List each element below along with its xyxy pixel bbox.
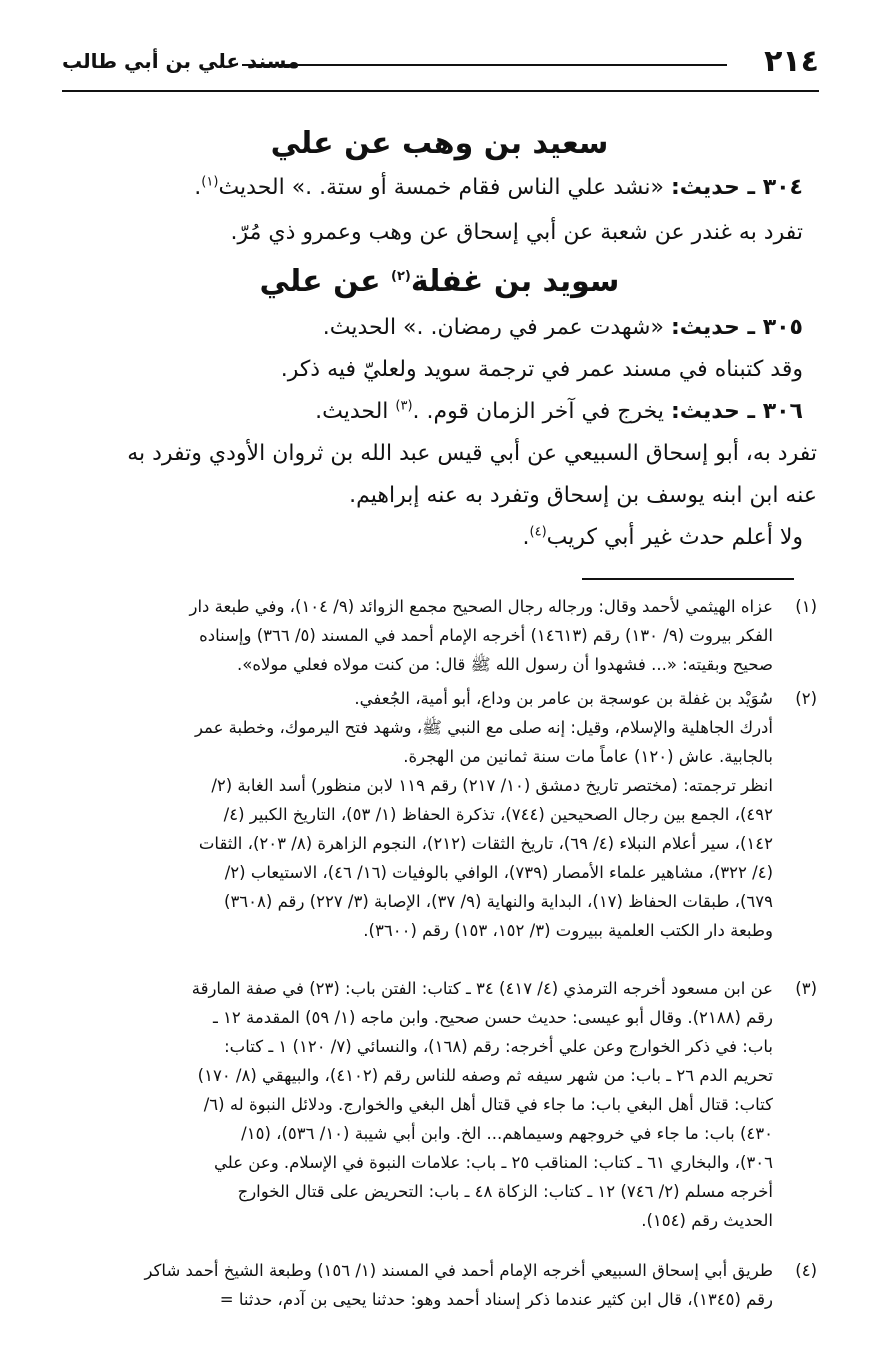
footnote-line: كتاب: قتال أهل البغي باب: ما جاء في قتال أهل البغي والخوارج. ودلائل النبوة له (٦/ (203, 1095, 773, 1114)
page-header (62, 40, 819, 86)
footnote-ref: (٣) (395, 398, 413, 414)
footnote-line: طريق أبي إسحاق السبيعي أخرجه الإمام أحمد في المسند (١/ ١٥٦) وطبعة الشيخ أحمد شاكر (144, 1261, 773, 1280)
footnote-number: (١) (795, 597, 817, 616)
section-heading-text: سويد بن غفلة (410, 264, 620, 299)
hadith-number: ٣٠٥ ـ حديث: (670, 315, 803, 340)
footnote-number: (٤) (795, 1261, 817, 1280)
footnote-line: ٤٣٠) باب: ما جاء في خروجهم وسيماهم... الخ. وابن أبي شيبة (١٠/ ٥٣٦)، (١٥/ (241, 1124, 773, 1143)
footnote-line: رقم (١٣٤٥)، قال ابن كثير عندما ذكر إسناد أحمد وهو: حدثنا يحيى بن آدم، حدثنا = (219, 1290, 773, 1309)
footnote-line: سُوَيْد بن غفلة بن عوسجة بن عامر بن وداع، أبو أمية، الجُعفي. (354, 689, 773, 708)
footnote-line: (٤/ ٣٢٢)، مشاهير علماء الأمصار (٧٣٩)، الوافي بالوفيات (١٦/ ٤٦)، الاستيعاب (٢/ (224, 863, 773, 882)
hadith-number: ٣٠٤ ـ حديث: (670, 175, 803, 200)
hadith-text: «شهدت عمر في رمضان. .» الحديث. (322, 315, 671, 340)
footnote-line: عن ابن مسعود أخرجه الترمذي (٤/ ٤١٧) ٣٤ ـ كتاب: الفتن باب: (٢٣) في صفة المارقة (191, 979, 773, 998)
footnote-line: الفكر بيروت (٩/ ١٣٠) رقم (١٤٦١٣) أخرجه الإمام أحمد في المسند (٥/ ٣٦٦) وإسناده (199, 626, 773, 645)
footnote-line: الحديث رقم (١٥٤). (641, 1211, 773, 1230)
hadith-number: ٣٠٦ ـ حديث: (670, 399, 803, 424)
footnote-line: باب: في ذكر الخوارج وعن علي أخرجه: رقم (١٦٨)، والنسائي (٧/ ١٢٠) ١ ـ كتاب: (224, 1037, 773, 1056)
header-dash-line (242, 64, 727, 66)
footnote (62, 684, 817, 945)
footnote-separator (582, 578, 794, 580)
hadith-text: يخرج في آخر الزمان قوم. . (412, 399, 671, 424)
footnote (62, 592, 817, 679)
section-heading (0, 260, 879, 304)
footnote-line: انظر ترجمته: (مختصر تاريخ دمشق (١٠/ ٢١٧) رقم ١١٩ لابن منظور) أسد الغابة (٢/ (211, 776, 773, 795)
footnote-line: صحيح وبقيته: «... فشهدوا أن رسول الله ﷺ قال: من كنت مولاه فعلي مولاه». (237, 655, 773, 674)
footnote (62, 1256, 817, 1314)
footnote-line: ٦٧٩)، طبقات الحفاظ (١٧)، البداية والنهاية (٩/ ٣٧)، الإصابة (٣/ ٢٢٧) رقم (٣٦٠٨) (224, 892, 773, 911)
footnote-ref: (٤) (529, 524, 547, 540)
footnote (62, 974, 817, 1235)
line-text: تفرد به غندر عن شعبة عن أبي إسحاق عن وهب وعمرو ذي مُرّ. (230, 220, 803, 245)
text-line (62, 478, 817, 514)
footnote-line: ٣٠٦)، والبخاري ٦١ ـ كتاب: المناقب ٢٥ ـ باب: علامات النبوة في الإسلام. وعن علي (214, 1153, 773, 1172)
footnote-line: ٤٩٢)، الجمع بين رجال الصحيحين (٧٤٤)، تذكرة الحفاظ (١/ ٥٣)، التاريخ الكبير (٤/ (223, 805, 773, 824)
header-rule (62, 90, 819, 92)
footnote-number: (٣) (795, 979, 817, 998)
footnote-ref: (٢) (391, 269, 411, 284)
footnote-line: بالجابية. عاش (١٢٠) عاماً مات سنة ثمانين من الهجرة. (403, 747, 773, 766)
text-line (70, 352, 803, 388)
section-heading-text: سعيد بن وهب عن علي (270, 126, 609, 161)
line-suffix: . (194, 175, 202, 200)
hadith-line (70, 170, 803, 206)
footnote-line: ١٤٢)، سير أعلام النبلاء (٤/ ٦٩)، تاريخ الثقات (٢١٢)، النجوم الزاهرة (٨/ ٢٠٣)، الثقات (198, 834, 773, 853)
section-heading (0, 122, 879, 166)
hadith-text: «نشد علي الناس فقام خمسة أو ستة. .» الحديث (218, 175, 671, 200)
text-line (62, 436, 817, 472)
line-suffix: الحديث. (315, 399, 396, 424)
hadith-line (70, 310, 803, 346)
line-suffix: . (522, 525, 530, 550)
footnote-ref: (١) (201, 174, 219, 190)
line-text: تفرد به، أبو إسحاق السبيعي عن أبي قيس عبد الله بن ثروان الأودي وتفرد به (127, 441, 817, 466)
footnote-line: تحريم الدم ٢٦ ـ باب: من شهر سيفه ثم وصفه للناس رقم (٤١٠٢)، والبيهقي (٨/ ١٧٠) (197, 1066, 773, 1085)
footnote-line: أدرك الجاهلية والإسلام، وقيل: إنه صلى مع النبي ﷺ، وشهد فتح اليرموك، وخطبة عمر (194, 718, 773, 737)
line-text: عنه ابن ابنه يوسف بن إسحاق وتفرد به عنه إبراهيم. (349, 483, 817, 508)
section-heading-text: عن علي (259, 264, 392, 299)
book-title: مسند علي بن أبي طالب (62, 49, 300, 73)
footnote-line: عزاه الهيثمي لأحمد وقال: ورجاله رجال الصحيح مجمع الزوائد (٩/ ١٠٤)، وفي طبعة دار (189, 597, 773, 616)
footnote-number: (٢) (795, 689, 817, 708)
footnote-line: أخرجه مسلم (٢/ ٧٤٦) ١٢ ـ كتاب: الزكاة ٤٨ ـ باب: التحريض على قتال الخوارج (237, 1182, 773, 1201)
line-text: ولا أعلم حدث غير أبي كريب (546, 525, 803, 550)
text-line (70, 215, 803, 251)
footnote-line: وطبعة دار الكتب العلمية ببيروت (٣/ ١٥٢، ١٥٣) رقم (٣٦٠٠). (363, 921, 773, 940)
footnote-line: رقم (٢١٨٨). وقال أبو عيسى: حديث حسن صحيح. وابن ماجه (١/ ٥٩) المقدمة ١٢ ـ (212, 1008, 773, 1027)
text-line (70, 520, 803, 556)
hadith-line (70, 394, 803, 430)
page-number: ٢١٤ (764, 44, 819, 79)
line-text: وقد كتبناه في مسند عمر في ترجمة سويد ولعليّ فيه ذكر. (280, 357, 803, 382)
